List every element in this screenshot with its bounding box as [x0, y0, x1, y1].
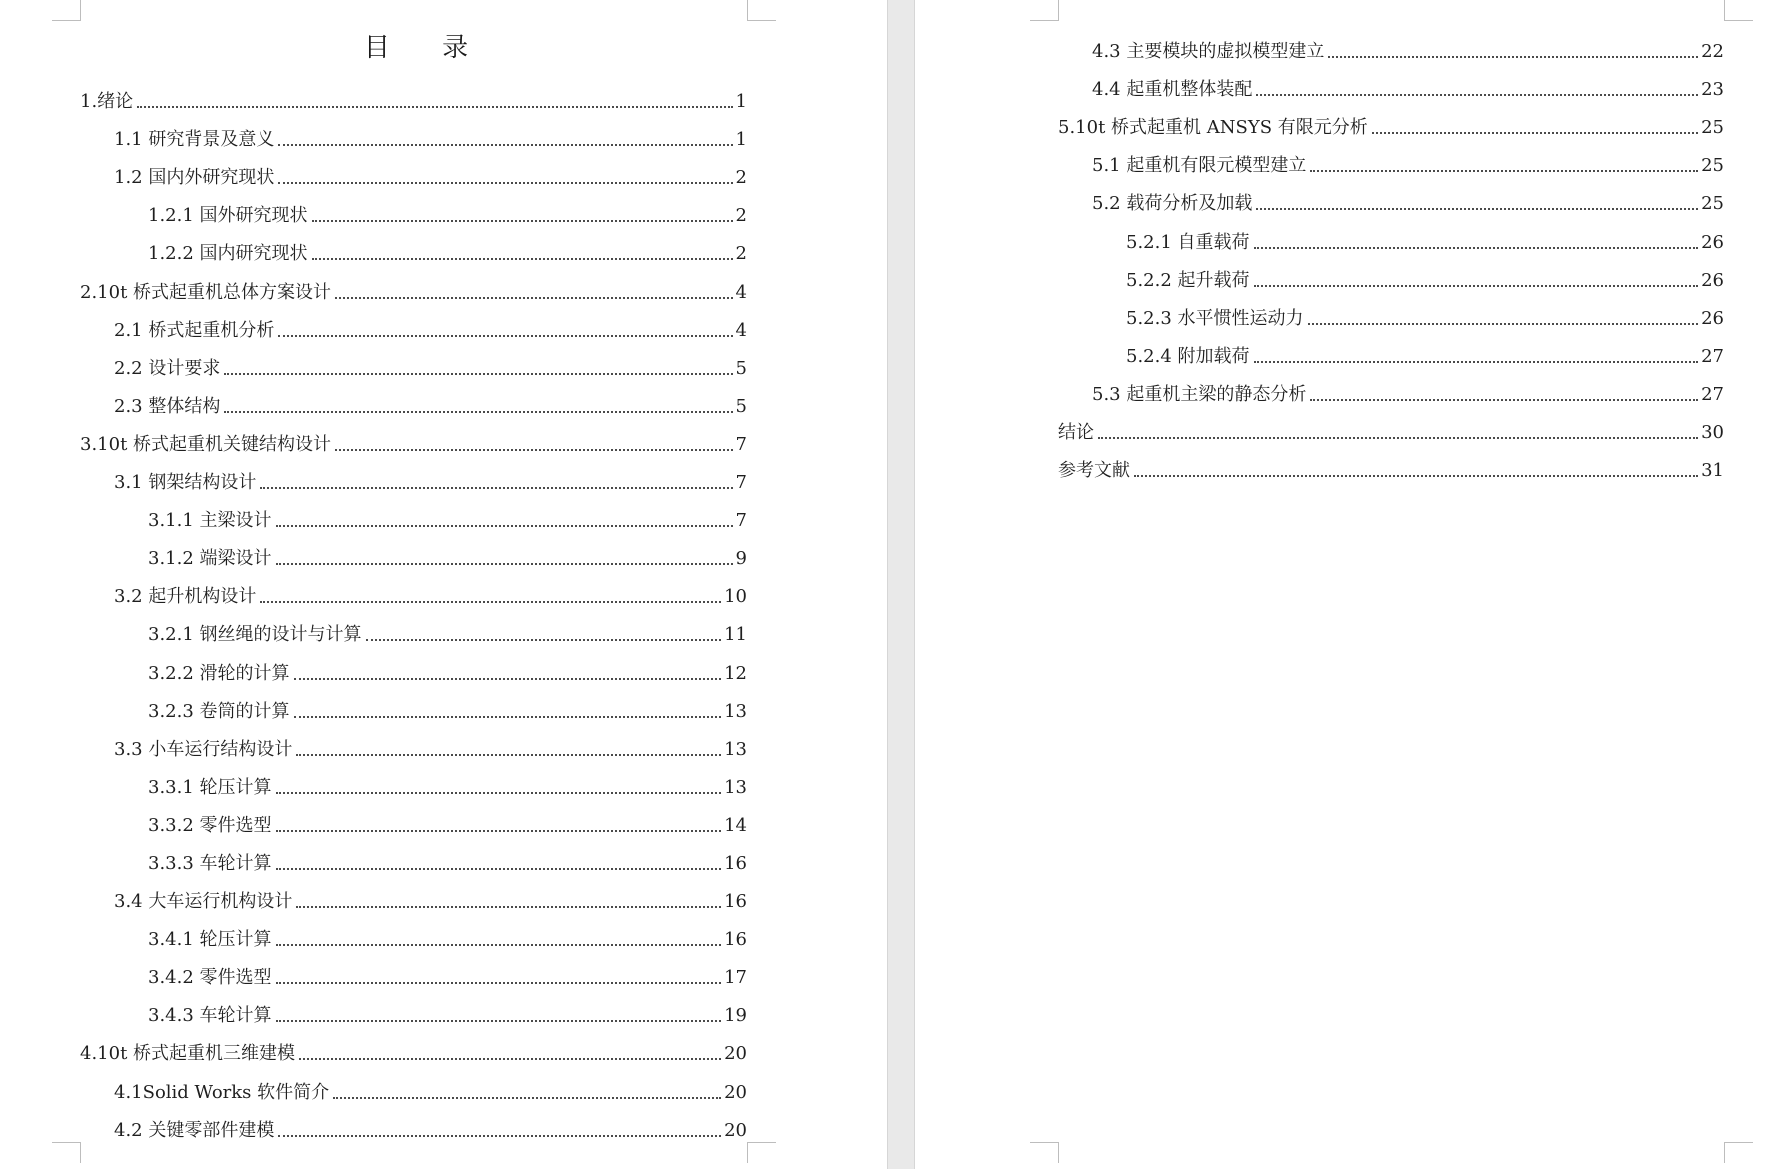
toc-entry[interactable]	[80, 457, 747, 495]
toc-entry[interactable]	[80, 533, 747, 571]
toc-dot-leader	[299, 1058, 721, 1060]
toc-dot-leader	[1256, 94, 1698, 96]
toc-entry-text: 3.2.1 钢丝绳的设计与计算	[148, 624, 362, 646]
page-corner-mark	[747, 0, 776, 21]
toc-entry-text: 3.3.2 零件选型	[148, 814, 272, 836]
toc-dot-leader	[276, 830, 722, 832]
page-gutter	[888, 0, 914, 1169]
toc-dot-leader	[224, 411, 732, 413]
toc-entry-text: 1.绪论	[80, 91, 134, 113]
toc-dot-leader	[278, 335, 732, 337]
toc-dot-leader	[296, 906, 721, 908]
toc-dot-leader	[1134, 475, 1698, 477]
toc-dot-leader	[276, 525, 733, 527]
toc-page-number: 22	[1701, 41, 1724, 63]
toc-page-number: 27	[1701, 383, 1724, 405]
toc-entry[interactable]	[1058, 140, 1724, 178]
toc-entry-text: 3.3 小车运行结构设计	[114, 738, 293, 760]
toc-entry-text: 2.2 设计要求	[114, 357, 221, 379]
toc-entry[interactable]	[80, 114, 747, 152]
toc-page-number: 25	[1701, 117, 1724, 139]
toc-entry-text: 1.2.2 国内研究现状	[148, 243, 308, 265]
toc-dot-leader	[278, 182, 732, 184]
toc-page-number: 31	[1701, 460, 1724, 482]
toc-entry-text: 4.1Solid Works 软件简介	[114, 1081, 330, 1103]
toc-entry[interactable]	[80, 724, 747, 762]
toc-dot-leader	[1310, 399, 1698, 401]
toc-dot-leader	[335, 297, 733, 299]
toc-entry[interactable]	[80, 76, 747, 114]
toc-page-number: 12	[724, 662, 747, 684]
toc-dot-leader	[1310, 170, 1698, 172]
toc-entry[interactable]	[1058, 26, 1724, 64]
toc-page-number: 4	[735, 319, 747, 341]
toc-entry[interactable]	[80, 1105, 747, 1143]
toc-page-number: 7	[735, 472, 747, 494]
toc-entry-text: 3.3.1 轮压计算	[148, 776, 272, 798]
toc-entry[interactable]	[80, 952, 747, 990]
page-corner-mark	[1030, 0, 1059, 21]
toc-dot-leader	[276, 868, 722, 870]
toc-entry[interactable]	[80, 1028, 747, 1066]
toc-entry-text: 参考文献	[1058, 460, 1130, 482]
document-page-left	[0, 0, 887, 1169]
toc-dot-leader	[366, 639, 722, 641]
toc-dot-leader	[276, 982, 722, 984]
toc-dot-leader	[1328, 56, 1698, 58]
toc-page-number: 5	[735, 395, 747, 417]
toc-dot-leader	[296, 754, 721, 756]
toc-page-number: 17	[724, 967, 747, 989]
page-corner-mark	[1724, 0, 1753, 21]
toc-entry-text: 5.2 载荷分析及加载	[1092, 193, 1253, 215]
toc-list-right	[1058, 26, 1724, 483]
toc-page-number: 1	[735, 91, 747, 113]
toc-title: 目 录	[363, 33, 491, 63]
toc-page-number: 5	[735, 357, 747, 379]
toc-entry[interactable]	[1058, 293, 1724, 331]
toc-page-number: 4	[735, 281, 747, 303]
toc-dot-leader	[1254, 285, 1699, 287]
toc-page-number: 13	[724, 700, 747, 722]
toc-page-number: 19	[724, 1005, 747, 1027]
toc-entry-text: 2.10t 桥式起重机总体方案设计	[80, 281, 332, 303]
toc-entry[interactable]	[1058, 369, 1724, 407]
toc-entry-text: 3.3.3 车轮计算	[148, 852, 272, 874]
toc-entry[interactable]	[1058, 331, 1724, 369]
toc-dot-leader	[1254, 361, 1699, 363]
toc-entry[interactable]	[80, 305, 747, 343]
toc-dot-leader	[312, 258, 733, 260]
toc-page-number: 26	[1701, 269, 1724, 291]
toc-entry-text: 3.4.3 车轮计算	[148, 1005, 272, 1027]
toc-entry[interactable]	[1058, 102, 1724, 140]
toc-entry-text: 5.3 起重机主梁的静态分析	[1092, 383, 1307, 405]
toc-entry-text: 3.2.3 卷筒的计算	[148, 700, 290, 722]
toc-entry[interactable]	[80, 914, 747, 952]
toc-page-number: 11	[724, 624, 747, 646]
toc-page-number: 1	[735, 129, 747, 151]
toc-page-number: 9	[735, 548, 747, 570]
toc-entry-text: 3.4.1 轮压计算	[148, 929, 272, 951]
toc-page-number: 16	[724, 891, 747, 913]
toc-page-number: 20	[724, 1043, 747, 1065]
toc-entry-text: 5.2.3 水平惯性运动力	[1126, 307, 1304, 329]
toc-entry-text: 1.1 研究背景及意义	[114, 129, 275, 151]
page-corner-mark	[52, 1142, 81, 1163]
toc-entry[interactable]	[80, 1066, 747, 1104]
toc-entry[interactable]	[1058, 255, 1724, 293]
toc-page-number: 26	[1701, 231, 1724, 253]
toc-entry[interactable]	[80, 647, 747, 685]
page-corner-mark	[1030, 1142, 1059, 1163]
toc-page-number: 7	[735, 510, 747, 532]
toc-page-number: 27	[1701, 345, 1724, 367]
toc-entry[interactable]	[80, 495, 747, 533]
toc-entry-text: 4.4 起重机整体装配	[1092, 79, 1253, 101]
toc-dot-leader	[1308, 323, 1699, 325]
toc-dot-leader	[333, 1097, 721, 1099]
toc-entry[interactable]	[80, 266, 747, 304]
toc-entry-text: 5.2.2 起升载荷	[1126, 269, 1250, 291]
toc-page-number: 7	[735, 433, 747, 455]
toc-entry[interactable]	[80, 571, 747, 609]
toc-entry[interactable]	[80, 228, 747, 266]
toc-page-number: 20	[724, 1081, 747, 1103]
toc-dot-leader	[276, 792, 722, 794]
toc-page-number: 20	[724, 1119, 747, 1141]
toc-page-number: 2	[735, 167, 747, 189]
toc-page-number: 16	[724, 929, 747, 951]
page-corner-mark	[52, 0, 81, 21]
toc-dot-leader	[335, 449, 733, 451]
toc-dot-leader	[1372, 132, 1698, 134]
toc-entry-text: 3.1 钢架结构设计	[114, 472, 257, 494]
toc-entry-text: 5.10t 桥式起重机 ANSYS 有限元分析	[1058, 117, 1368, 139]
toc-entry-text: 4.10t 桥式起重机三维建模	[80, 1043, 296, 1065]
toc-entry[interactable]	[80, 343, 747, 381]
toc-entry[interactable]	[80, 381, 747, 419]
toc-entry-text: 5.2.1 自重载荷	[1126, 231, 1250, 253]
toc-page-number: 2	[735, 243, 747, 265]
page-corner-mark	[747, 1142, 776, 1163]
toc-entry[interactable]	[1058, 407, 1724, 445]
toc-list-left	[80, 76, 747, 1143]
toc-dot-leader	[294, 716, 722, 718]
toc-entry[interactable]	[80, 838, 747, 876]
toc-dot-leader	[276, 563, 733, 565]
toc-page-number: 30	[1701, 422, 1724, 444]
toc-entry-text: 3.4.2 零件选型	[148, 967, 272, 989]
toc-dot-leader	[1256, 208, 1698, 210]
toc-entry[interactable]	[80, 990, 747, 1028]
toc-entry[interactable]	[80, 762, 747, 800]
toc-dot-leader	[278, 1135, 721, 1137]
toc-entry[interactable]	[80, 609, 747, 647]
toc-entry-text: 3.2.2 滑轮的计算	[148, 662, 290, 684]
toc-entry-text: 5.1 起重机有限元模型建立	[1092, 155, 1307, 177]
toc-page-number: 23	[1701, 79, 1724, 101]
toc-entry-text: 5.2.4 附加载荷	[1126, 345, 1250, 367]
toc-page-number: 13	[724, 738, 747, 760]
toc-entry-text: 结论	[1058, 422, 1094, 444]
toc-dot-leader	[260, 601, 721, 603]
toc-entry[interactable]	[1058, 216, 1724, 254]
toc-page-number: 13	[724, 776, 747, 798]
toc-page-number: 25	[1701, 155, 1724, 177]
toc-entry-text: 3.1.1 主梁设计	[148, 510, 272, 532]
toc-dot-leader	[312, 220, 733, 222]
toc-dot-leader	[276, 944, 722, 946]
toc-page-number: 26	[1701, 307, 1724, 329]
toc-entry-text: 4.2 关键零部件建模	[114, 1119, 275, 1141]
toc-dot-leader	[1098, 437, 1698, 439]
toc-dot-leader	[260, 487, 732, 489]
toc-page-number: 2	[735, 205, 747, 227]
toc-entry[interactable]	[80, 686, 747, 724]
toc-entry[interactable]	[80, 800, 747, 838]
toc-dot-leader	[1254, 247, 1699, 249]
toc-entry[interactable]	[80, 152, 747, 190]
toc-entry-text: 2.3 整体结构	[114, 395, 221, 417]
toc-entry[interactable]	[1058, 178, 1724, 216]
toc-entry[interactable]	[80, 876, 747, 914]
toc-dot-leader	[278, 144, 732, 146]
toc-entry-text: 1.2 国内外研究现状	[114, 167, 275, 189]
toc-entry[interactable]	[1058, 445, 1724, 483]
toc-page-number: 16	[724, 852, 747, 874]
toc-dot-leader	[276, 1020, 722, 1022]
toc-entry-text: 3.10t 桥式起重机关键结构设计	[80, 433, 332, 455]
toc-entry-text: 3.4 大车运行机构设计	[114, 891, 293, 913]
toc-entry-text: 3.2 起升机构设计	[114, 586, 257, 608]
toc-entry-text: 2.1 桥式起重机分析	[114, 319, 275, 341]
toc-page-number: 25	[1701, 193, 1724, 215]
toc-entry-text: 4.3 主要模块的虚拟模型建立	[1092, 41, 1325, 63]
toc-dot-leader	[137, 106, 732, 108]
page-corner-mark	[1724, 1142, 1753, 1163]
toc-entry-text: 3.1.2 端梁设计	[148, 548, 272, 570]
toc-page-number: 10	[724, 586, 747, 608]
toc-dot-leader	[294, 678, 722, 680]
toc-entry[interactable]	[80, 419, 747, 457]
toc-entry-text: 1.2.1 国外研究现状	[148, 205, 308, 227]
toc-entry[interactable]	[80, 190, 747, 228]
toc-entry[interactable]	[1058, 64, 1724, 102]
toc-page-number: 14	[724, 814, 747, 836]
toc-dot-leader	[224, 373, 732, 375]
